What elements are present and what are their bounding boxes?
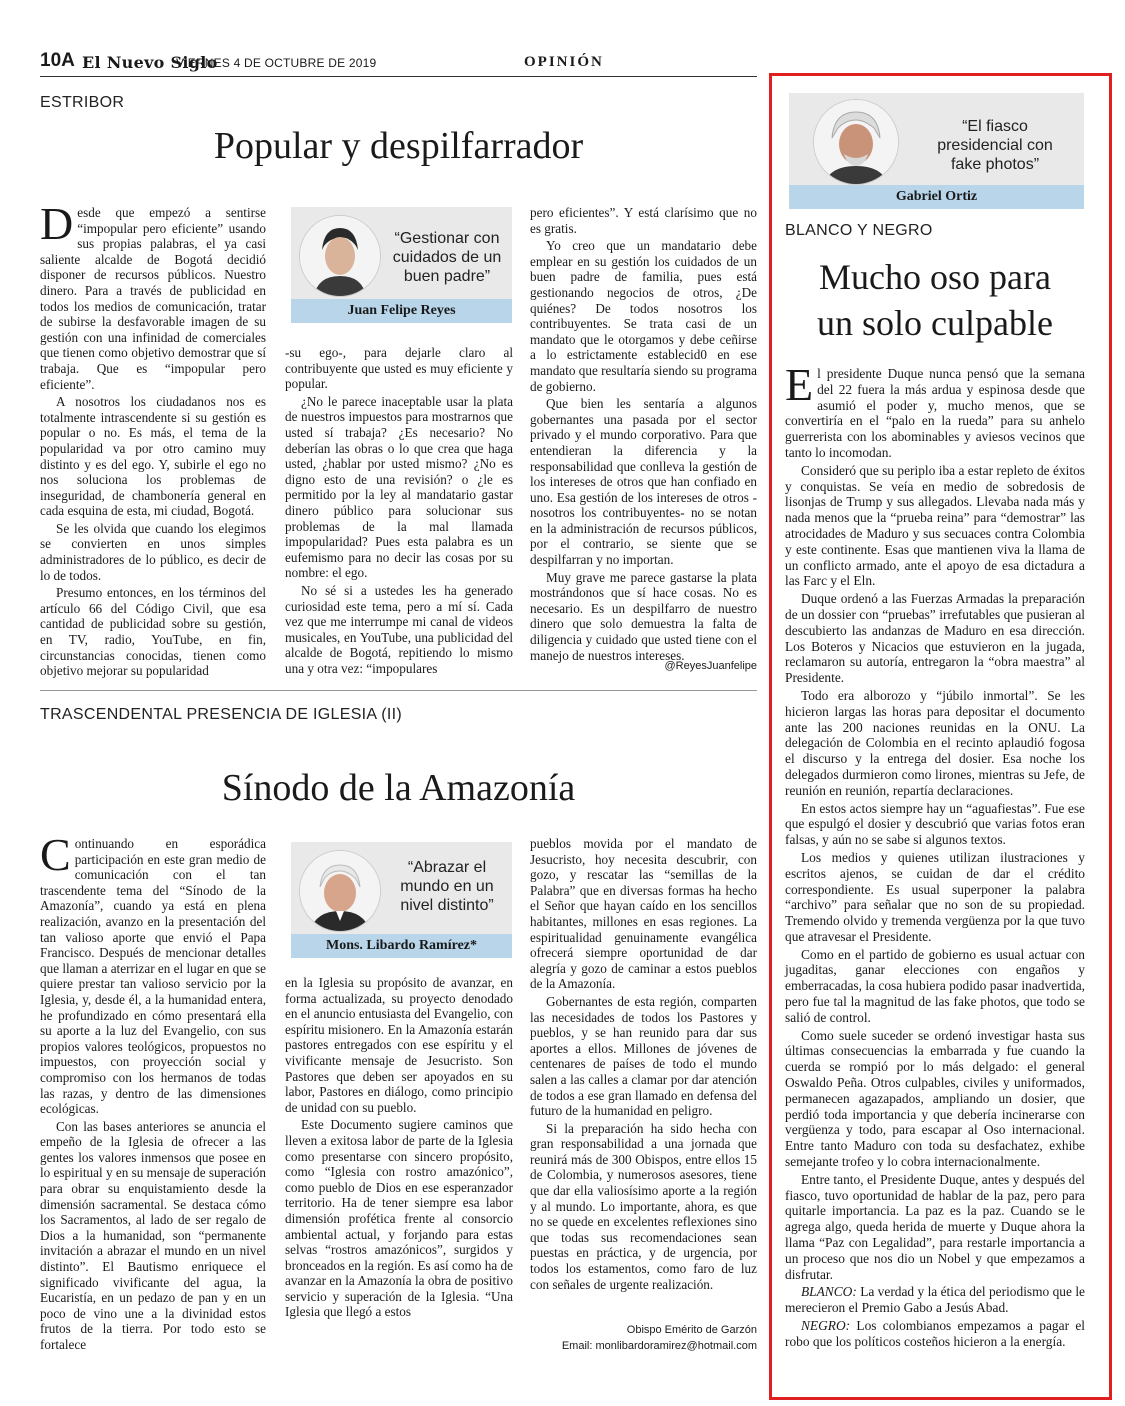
paragraph: pueblos movida por el mandato de Jesucristo, hoy necesita descubrir, con gozo, y rescatar las “semillas de la Palabra” que en diversas formas ha hecho el Señor que hayan caído en los sencillos habitantes, millones en esas regiones. La espiritualidad genuinamente evangélica ofrecerá siempre oportunidad de dar alegría y gozo de caminar a estos pueblos de la Amazonía. — [530, 836, 757, 992]
article2-column-1 — [40, 829, 266, 1355]
negro-text: Los colombianos empezamos a pagar el robo que los políticos costeños hicieron a la energía. — [785, 1318, 1085, 1349]
portrait-icon — [814, 100, 898, 184]
portrait-icon — [300, 851, 380, 931]
paragraph: esde que empezó a sentirse “impopular pero eficiente” usando sus propias palabras, el ya casi saliente alcalde de Bogotá decidió disponer de recursos públicos. Nuestro dinero. Para a través de publicidad en todos los medios de comunicación, tratar de subirse la desfavorable imagen de su gestión con una infinidad de comerciales que tienen como objetivo demostrar que sí trabaja. Que es “impopular pero eficiente”. — [40, 205, 266, 392]
article2-column-3 — [530, 836, 757, 1294]
paragraph: pero eficientes”. Y está clarísimo que no es gratis. — [530, 205, 757, 236]
paragraph: Duque ordenó a las Fuerzas Armadas la preparación de un dossier con “pruebas” irrefutables que pusieran al descubierto las andanzas de Maduro en esa dirección. Los Boteros y Nicacios que estuvieron en la jugada, reclamaron su autoría, entregaron la “obra maestra” al Presidente. — [785, 591, 1085, 686]
paragraph: en la Iglesia su propósito de avanzar, en forma actualizada, su proyecto denodado en el anuncio entusiasta del Evangelio, con espíritu misionero. En la Amazonía estarán pastores entregados con ese espíritu y el vivificante mensaje de Jesucristo. Son Pastores que deben ser apoyados en su labor, Pastores en diálogo, como principio de unidad con su pueblo. — [285, 975, 513, 1115]
issue-date: VIERNES 4 DE OCTUBRE DE 2019 — [176, 56, 377, 70]
article3-quote-box — [789, 93, 1084, 209]
paragraph: l presidente Duque nunca pensó que la semana del 22 fuera la más ardua y espinosa desde que asumió el poder y, mucho menos, que se convertiría en el “palo en la rueda” para su anhelo guerrerista con los abominables y aviesos vecinos que tanto lo incomodan. — [785, 366, 1085, 460]
article1-column-3 — [530, 205, 757, 665]
article1-headline: Popular y despilfarrador — [213, 125, 584, 167]
portrait-icon — [300, 216, 380, 296]
article1-column-2 — [285, 345, 513, 678]
paragraph: Presumo entonces, en los términos del artículo 66 del Código Civil, que esa cantidad de publicidad sobre su gestión, en TV, radio, YouTube, en fin, circunstancias conocidas, tienen como objetivo mejorar su popularidad — [40, 585, 266, 679]
blanco-label: BLANCO: — [801, 1284, 857, 1300]
negro-note — [785, 1318, 1085, 1350]
article1-signature: @ReyesJuanfelipe — [664, 660, 757, 672]
article2-author: Mons. Libardo Ramírez* — [291, 934, 512, 958]
article1-kicker: ESTRIBOR — [40, 94, 125, 111]
paragraph: Entre tanto, el Presidente Duque, antes y después del fiasco, tuvo oportunidad de hablar de la paz, pero para quitarle importancia. La paz es la paz. Cuando se le agrega algo, queda herida de muerte y Duque ahora la llama “Paz con Legalidad”, para restarle importancia a un proceso que nos dio un Nobel y que empezamos a disfrutar. — [785, 1171, 1085, 1282]
article2-quote: “Abrazar el mundo en un nivel distinto” — [400, 859, 494, 914]
paragraph: En estos actos siempre hay un “aguafiestas”. Fue ese que espulgó el dosier y descubrió que varias fotos eran falsas, y aún no se sabe si algunos textos. — [785, 800, 1085, 848]
paragraph: Como en el partido de gobierno es usual actuar con jugaditas, ganar elecciones con engaños y emberracadas, la cosa hubiera podido pasar inadvertida, pero fue tal la magnitud de las fake photos, que todo se salió de control. — [785, 946, 1085, 1025]
article3-body — [785, 359, 1085, 1352]
section-title: OPINIÓN — [524, 54, 604, 70]
article1-author: Juan Felipe Reyes — [291, 299, 512, 323]
drop-cap: D — [40, 198, 74, 249]
article1-quote-box — [291, 207, 512, 323]
article2-kicker: TRASCENDENTAL PRESENCIA DE IGLESIA (II) — [40, 706, 403, 723]
author-photo — [813, 99, 899, 185]
article3-kicker: BLANCO Y NEGRO — [785, 222, 933, 239]
paragraph: Gobernantes de esta región, comparten las necesidades de todos los Pastores y pueblos, y se han reunido para dar sus aportes a ellos. Millones de jóvenes de centenares de países de todo el mundo salen a las calles a clamar por dar atención de todos a ese gran llamado en defensa del futuro de la humanidad en peligro. — [530, 993, 757, 1119]
paragraph: Muy grave me parece gastarse la plata mostrándonos que sí hace cosas. No es necesario. Es un despilfarro de nuestro dinero que solo demuestra la falta de diligencia y cuidado que usted tiene con el manejo de nuestros intereses. — [530, 569, 757, 663]
author-photo — [299, 215, 381, 297]
article2-signature-title: Obispo Emérito de Garzón — [626, 1324, 757, 1336]
paragraph: Consideró que su periplo iba a estar repleto de éxitos y conquistas. Se veía en medio de sobredosis de lisonjas de Trump y sus allegados. Llevaba nada más y nada menos que la “prueba reina” para “demostrar” las atrocidades de Maduro y sus secuaces contra Colombia y este continente. Esas que mantienen viva la llama de un conflicto armado, ante el apoyo de esa dictadura a las Farc y el Eln. — [785, 462, 1085, 589]
paragraph: Los medios y quienes utilizan ilustraciones y escritos ajenos, se cuidan de dar el crédito correspondiente. Es usual superponer la palabra “archivo” para señalar que no son de su propiedad. Tremendo olvido y tremenda vergüenza por la que tuvo que atravesar el Presidente. — [785, 849, 1085, 944]
article3-headline — [785, 254, 1085, 346]
newspaper-name: El Nuevo Siglo — [82, 53, 218, 72]
article2-column-2 — [285, 975, 513, 1322]
blanco-text: La verdad y la ética del periodismo que le merecieron el Premio Gabo a Jesús Abad. — [785, 1284, 1085, 1316]
headline-line: un solo culpable — [817, 303, 1053, 343]
article1-quote: “Gestionar con cuidados de un buen padre” — [392, 230, 502, 285]
paragraph: Yo creo que un mandatario debe emplear en su gestión los cuidados de un buen padre de familia, pues está gestionando negocios de otros, ¿De quiénes? De todos nosotros los contribuyentes. Se trata casi de un mandato que le otorgamos y debe ceñirse a lo estrictamente establecid0 en ese mandato que resultaría siendo su programa de gobierno. — [530, 238, 757, 394]
article2-signature-email: Email: monlibardoramirez@hotmail.com — [561, 1340, 757, 1352]
paragraph: Todo era alborozo y “júbilo inmortal”. Se les hicieron largas las horas para depositar el documento ante las 200 naciones reunidas en la ONU. La delegación de Colombia en el recinto aplaudió fogosa el discurso y la entrega del dosier. Esa noche los delegados durmieron como lirones, mientras su Jefe, de reunión en reunión, repartía declaraciones. — [785, 687, 1085, 798]
paragraph: -su ego-, para dejarle claro al contribuyente que usted es muy eficiente y popular. — [285, 345, 513, 392]
paragraph: Se les olvida que cuando los elegimos se convierten en unos simples administradores de lo público, es decir de lo de todos. — [40, 520, 266, 583]
article3-author: Gabriel Ortiz — [789, 185, 1084, 209]
drop-cap: C — [40, 829, 71, 880]
paragraph: A nosotros los ciudadanos nos es totalmente intrascendente si su gestión es popular o no. Es más, el tema de la popularidad va por otro camino muy distinto y es del ego. Y, subirle el ego no nos soluciona los problemas de inseguridad, de chambonería general en cada esquina de esta, mi ciudad, Bogotá. — [40, 394, 266, 519]
paragraph: ¿No le parece inaceptable usar la plata de nuestros impuestos para mostrarnos que usted sí trabaja? ¿Es necesario? No deberían las obras o lo que crea que haga usted, ¿hablar por usted mismo? ¿No es digno esto de una revisión? o ¿le es permitido por la ley al mandatario gastar dinero público para solucionar sus problemas de la mal llamada impopularidad? Pues esta palabra es un eufemismo para no decir las cosas por su nombre: el ego. — [285, 393, 513, 581]
drop-cap: E — [785, 359, 814, 410]
article1-column-1 — [40, 198, 266, 681]
paragraph: Como suele suceder se ordenó investigar hasta sus últimas consecuencias la embarrada y fue cuando la cuerda se rompió por lo más delgado: el general Oswaldo Peña. Otros culpables, civiles y uniformados, permanecen agazapados, ampliando un dosier, que perdió toda importancia y que debería incinerarse con vergüenza y todo, para escapar al Oso internacional. Entre tanto Maduro con toda su desfachatez, exhibe semejante trofeo y lo cobra internacionalmente. — [785, 1027, 1085, 1170]
article2-headline: Sínodo de la Amazonía — [221, 767, 576, 809]
blanco-note — [785, 1284, 1085, 1316]
paragraph: Este Documento sugiere caminos que lleven a exitosa labor de parte de la Iglesia como presentarse con sincero propósito, como “Iglesia con rostro amazónico”, como pueblo de Dios en ese esperanzador territorio. Ha de tener siempre esa labor dimensión profética frente al consorcio ambiental actual, y forjando para estas selvas “rostros amazónicos”, surgidos y bronceados en la región. Es así como ha de avanzar en la Amazonía la obra de positivo servicio y superación de la Iglesia. “Una Iglesia que llegó a estos — [285, 1117, 513, 1320]
negro-label: NEGRO: — [801, 1318, 851, 1334]
paragraph: No sé si a ustedes les ha generado curiosidad este tema, pero a mí sí. Cada vez que me interrumpe mi canal de videos musicales, en YouTube, una publicidad del alcalde de Bogotá, repitiendo lo mismo una y otra vez: “impopulares — [285, 582, 513, 676]
article-divider — [40, 690, 757, 691]
article2-quote-box — [291, 842, 512, 958]
paragraph: Que bien les sentaría a algunos gobernantes una pasada por el sector privado y el mundo corporativo. Para que entendieran la diferencia y la responsabilidad que conlleva la gestión de los intereses de otros que han confiado en uno. Esa gestión de los intereses de otros -nosotros los contribuyentes- no se notan en la administración de recursos públicos, por el contrario, se siente que se despilfarran y no importan. — [530, 396, 757, 568]
author-photo — [299, 850, 381, 932]
headline-line: Mucho oso para — [819, 257, 1051, 297]
paragraph: ontinuando en esporádica participación en este gran medio de comunicación con el tan trascendente tema del “Sínodo de la Amazonía”, cuando ya está en plena realización, avanzo en la presentación del tan valioso aporte que envió el Papa Francisco. Después de mencionar detalles que llaman a aterrizar en el lugar en que se quiere prestar tan valioso servicio por la Iglesia, y, desde él, a la humanidad entera, he profundizado en cómo presentará ella su aporte a la luz del Evangelio, con sus propios valores teológicos, propuestos no impuestos, con proyección social y compromiso con los hermanos de todas las razas, y dentro de las dimensiones ecológicas. — [40, 836, 266, 1117]
header-rule — [40, 76, 757, 77]
paragraph: Si la preparación ha sido hecha con gran responsabilidad a una jornada que reunirá más de 300 Obispos, entre ellos 15 de Colombia, y numerosos asesores, tiene que dar ella valiosísimo aporte a la región y al mundo. Lo importante, ahora, es que no se quede en excelentes reflexiones sino que todas sus recomendaciones sean puestas en práctica, y de urgencia, por todos los estamentos, como faro de luz con señales de urgente realización. — [530, 1120, 757, 1292]
article3-quote: “El fiasco presidencial con fake photos” — [937, 118, 1053, 173]
page-number: 10A — [40, 50, 75, 71]
paragraph: Con las bases anteriores se anuncia el empeño de la Iglesia de ofrecer a las gentes los valores inmensos que posee en lo espiritual y en su mensaje de superación para obrar su enquistamiento desde la dimensión sacramental. Se destaca cómo los Sacramentos, al lado de ser regalo de Dios a la humanidad, son “permanente invitación a abrazar el mundo en un nivel distinto”. El Bautismo enriquece el significado vivificante del agua, la Eucaristía, en un pedazo de pan y en un poco de vino une a la divinidad estos frutos de la tierra. Por todo esto se fortalece — [40, 1118, 266, 1352]
